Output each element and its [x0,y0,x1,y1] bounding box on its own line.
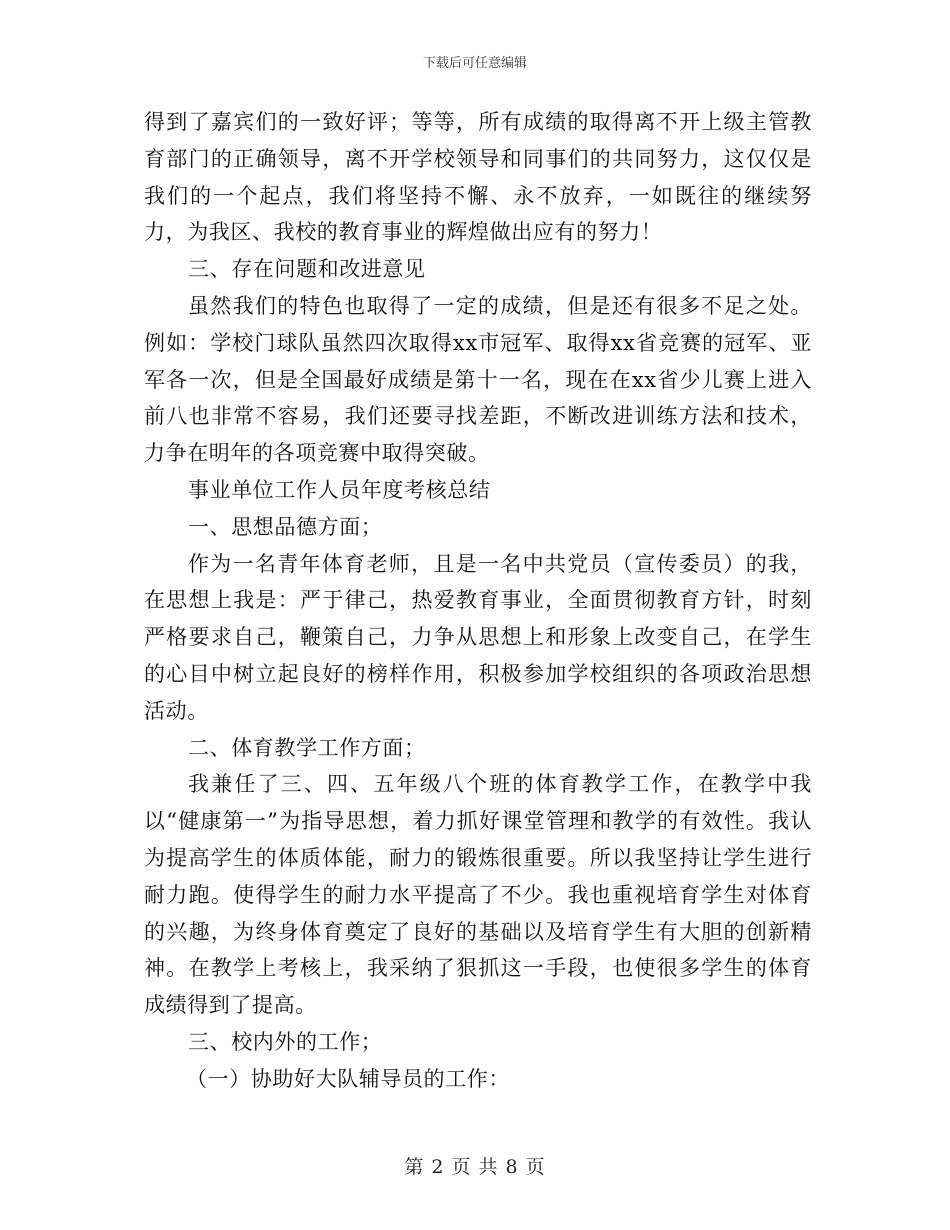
document-body [144,104,812,1098]
continuation-paragraph: 得到了嘉宾们的一致好评；等等，所有成绩的取得离不开上级主管教育部门的正确领导，离不开学校领导和同事们的共同努力，这仅仅是我们的一个起点，我们将坚持不懈、永不放弃，一如既往的继续努力，为我区、我校的教育事业的辉煌做出应有的努力！ [144,110,812,245]
morality-paragraph: 作为一名青年体育老师，且是一名中共党员（宣传委员）的我，在思想上我是：严于律己，热爱教育事业，全面贯彻教育方针，时刻严格要求自己，鞭策自己，力争从思想上和形象上改变自己，在学生的心目中树立起良好的榜样作用，积极参加学校组织的各项政治思想活动。 [144,551,812,723]
section-heading-morality: 一、思想品德方面； [188,514,383,539]
section-heading-teaching: 二、体育教学工作方面； [188,735,426,760]
document-title: 事业单位工作人员年度考核总结 [188,477,491,502]
section-heading-problems: 三、存在问题和改进意见 [188,257,426,282]
page-number: 第 2 页 共 8 页 [404,1156,546,1178]
subsection-heading-assist: （一）协助好大队辅导员的工作： [186,1066,510,1091]
teaching-paragraph: 我兼任了三、四、五年级八个班的体育教学工作，在教学中我以“健康第一”为指导思想，着力抓好课堂管理和教学的有效性。我认为提高学生的体质体能，耐力的锻炼很重要。所以我坚持让学生进行耐力跑。使得学生的耐力水平提高了不少。我也重视培育学生对体育的兴趣，为终身体育奠定了良好的基础以及培育学生有大胆的创新精神。在教学上考核上，我采纳了狠抓这一手段，也使很多学生的体育成绩得到了提高。 [144,772,812,1018]
page-header: 下载后可任意编辑 [422,56,527,71]
section-heading-school-work: 三、校内外的工作； [188,1029,383,1054]
problems-paragraph: 虽然我们的特色也取得了一定的成绩，但是还有很多不足之处。例如：学校门球队虽然四次取得xx市冠军、取得xx省竞赛的冠军、亚军各一次，但是全国最好成绩是第十一名，现在在xx省少儿赛上进入前八也非常不容易，我们还要寻找差距，不断改进训练方法和技术，力争在明年的各项竞赛中取得突破。 [144,293,812,466]
